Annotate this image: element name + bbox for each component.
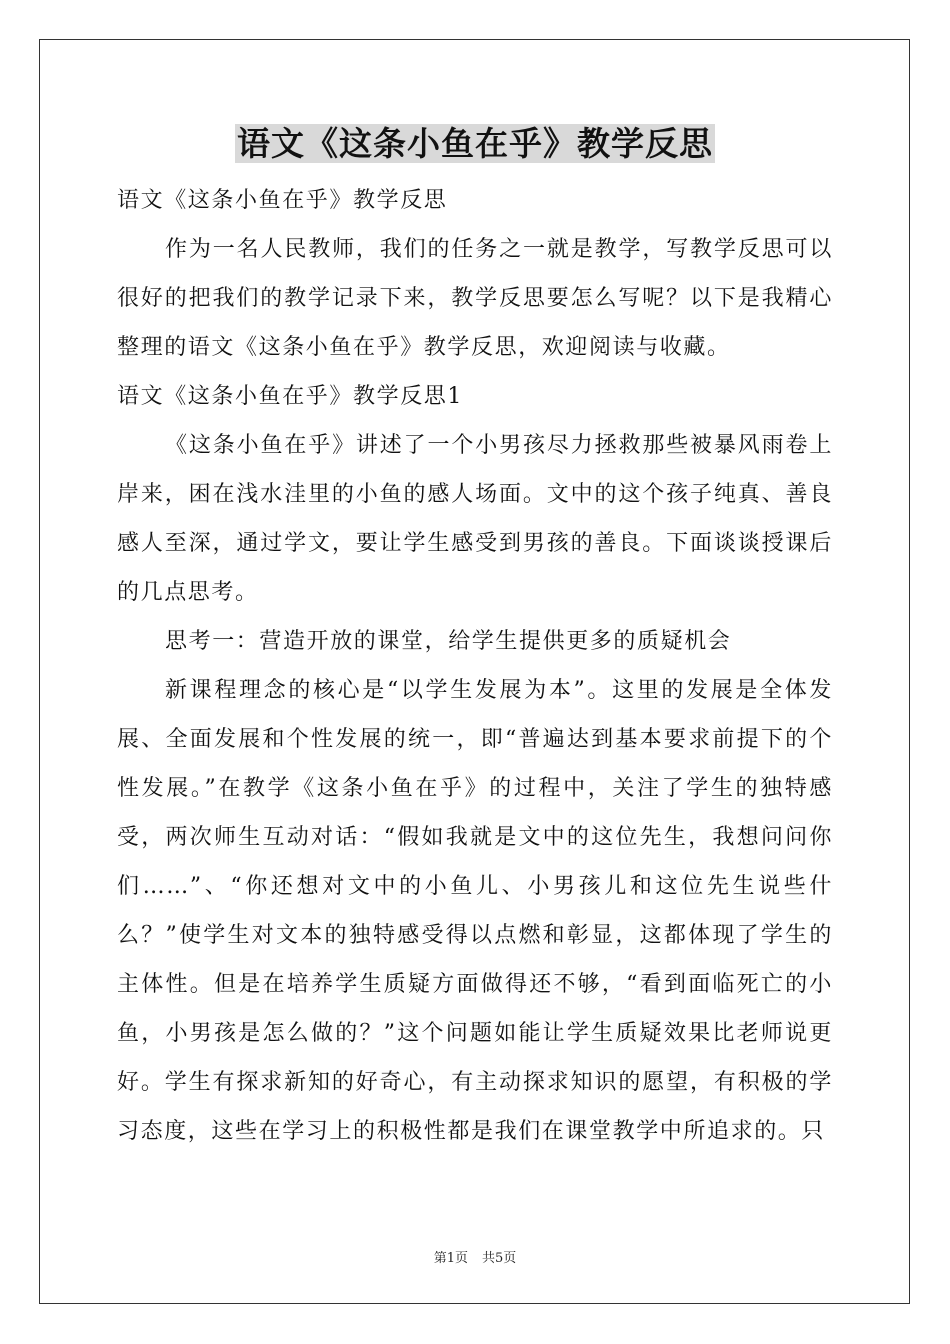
document-title-text: 语文《这条小鱼在乎》教学反思	[237, 124, 713, 163]
intro-paragraph: 作为一名人民教师，我们的任务之一就是教学，写教学反思可以很好的把我们的教学记录下来，教学反思要怎么写呢？以下是我精心整理的语文《这条小鱼在乎》教学反思，欢迎阅读与收藏。	[117, 237, 833, 360]
section-heading: 语文《这条小鱼在乎》教学反思1	[117, 384, 463, 409]
page-footer	[0, 1247, 950, 1266]
body-paragraph: 新课程理念的核心是“以学生发展为本”。这里的发展是全体发展、全面发展和个性发展的统一，即“普遍达到基本要求前提下的个性发展。”在教学《这条小鱼在乎》的过程中，关注了学生的独特感受，两次师生互动对话：“假如我就是文中的这位先生，我想问问你们……”、“你还想对文中的小鱼儿、小男孩儿和这位先生说些什么？”使学生对文本的独特感受得以点燃和彰显，这都体现了学生的主体性。但是在培养学生质疑方面做得还不够，“看到面临死亡的小鱼，小男孩是怎么做的？”这个问题如能让学生质疑效果比老师说更好。学生有探求新知的好奇心，有主动探求知识的愿望，有积极的学习态度，这些在学习上的积极性都是我们在课堂教学中所追求的。只	[117, 678, 833, 1144]
document-body	[117, 176, 833, 1156]
thought-heading: 思考一：营造开放的课堂，给学生提供更多的质疑机会	[165, 629, 732, 654]
subtitle-paragraph: 语文《这条小鱼在乎》教学反思	[117, 188, 448, 213]
document-title	[0, 122, 950, 166]
page-total: 共5页	[482, 1251, 517, 1266]
body-paragraph: 《这条小鱼在乎》讲述了一个小男孩尽力拯救那些被暴风雨卷上岸来，困在浅水洼里的小鱼的感人场面。文中的这个孩子纯真、善良感人至深，通过学文，要让学生感受到男孩的善良。下面谈谈授课后的几点思考。	[117, 433, 833, 605]
page-number: 第1页	[433, 1251, 468, 1266]
